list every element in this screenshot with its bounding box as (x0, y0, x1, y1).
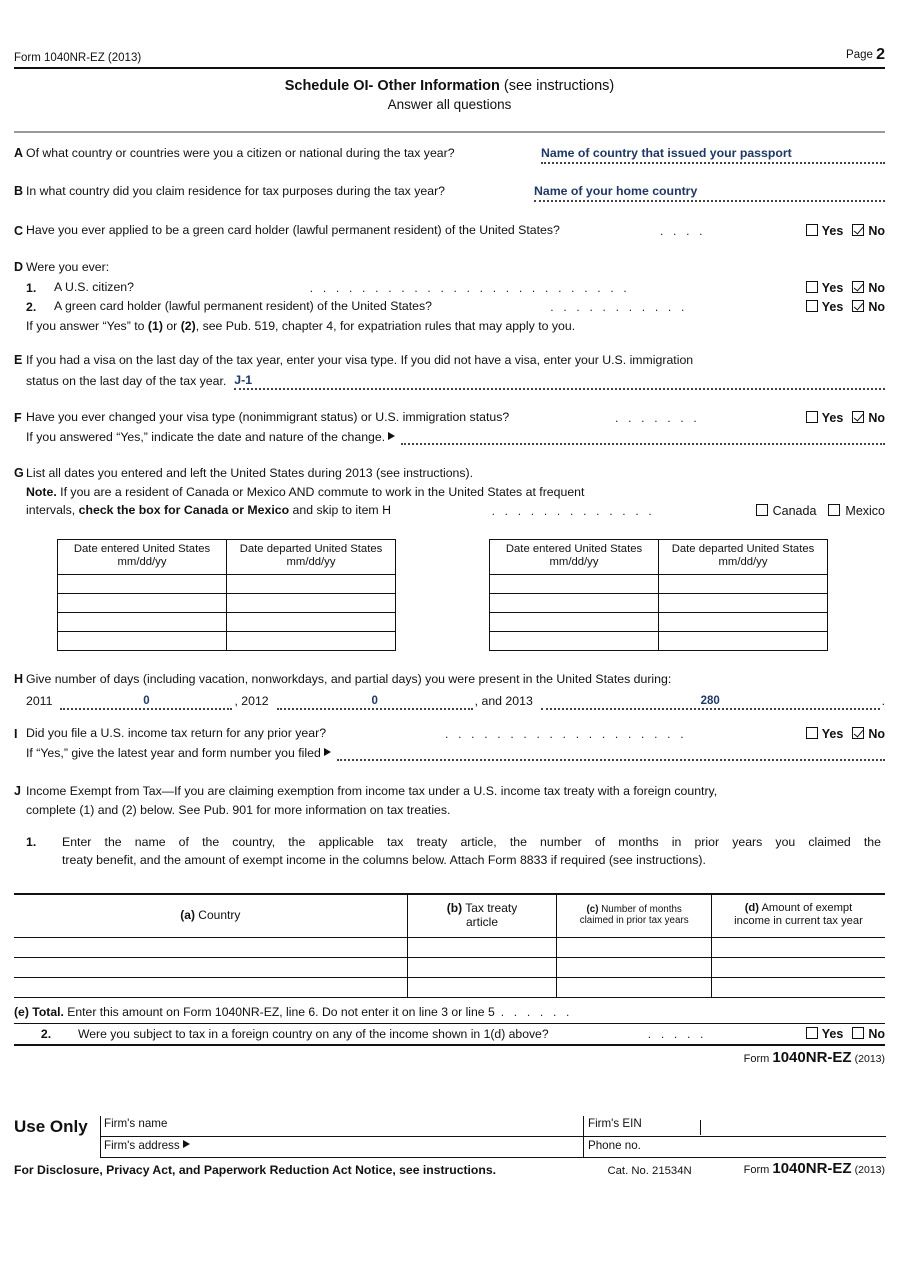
item-d-sub1-yes-checkbox[interactable] (806, 281, 818, 293)
table-row (58, 593, 396, 612)
item-d-sub1-yes-label: Yes (821, 280, 844, 295)
schedule-title (0, 78, 899, 112)
item-d-letter: D (14, 260, 24, 274)
item-c-no-label: No (868, 223, 885, 238)
arrow-right-icon (388, 432, 395, 440)
item-i-line2-text: If “Yes,” give the latest year and form number you filed (26, 745, 321, 760)
schedule-form-year: (2013) (854, 1053, 885, 1065)
treaty-amount-cell[interactable] (711, 977, 885, 997)
item-d-sub2-no-checkbox[interactable] (852, 300, 864, 312)
item-h-year3-value[interactable]: 280 (700, 694, 720, 707)
item-g-note (26, 485, 899, 501)
date-departed-cell[interactable] (659, 574, 828, 593)
treaty-col-b-line1: Tax treaty (462, 901, 518, 915)
treaty-article-cell[interactable] (407, 957, 557, 977)
date-departed-cell[interactable] (227, 612, 396, 631)
item-h-year3-label: , and 2013 (474, 694, 533, 708)
treaty-col-c-line2: claimed in prior tax years (579, 915, 689, 927)
table-row (14, 937, 885, 957)
arrow-right-icon (183, 1140, 190, 1148)
schedule-title-main: Schedule OI- Other Information (284, 78, 500, 94)
item-j-sub1-line2: treaty benefit, and the amount of exempt income in the columns below. Attach Form 8833 if required (see instructions). (62, 853, 706, 868)
dates-right-col1-header-line1: Date entered United States (505, 543, 643, 555)
date-departed-cell[interactable] (659, 631, 828, 650)
bottom-form-year: (2013) (854, 1164, 885, 1176)
date-entered-cell[interactable] (58, 612, 227, 631)
item-i-no-checkbox[interactable] (852, 727, 864, 739)
treaty-col-b-tag: (b) (446, 901, 463, 915)
item-i-leader-dots: . . . . . . . . . . . . . . . . . . . (445, 726, 687, 741)
item-f-no-checkbox[interactable] (852, 411, 864, 423)
item-h (0, 672, 899, 710)
item-f (0, 410, 899, 445)
item-b-question: In what country did you claim residence for tax purposes during the tax year? (26, 184, 446, 198)
schedule-subtitle: Answer all questions (387, 97, 512, 112)
date-departed-cell[interactable] (227, 593, 396, 612)
page-number: 2 (876, 46, 885, 63)
preparer-firm-address-label (104, 1139, 190, 1152)
dates-left-col2-header (227, 540, 396, 575)
date-entered-cell[interactable] (58, 593, 227, 612)
treaty-total-label: Enter this amount on Form 1040NR-EZ, line 6. Do not enter it on line 3 or line 5 (63, 1005, 495, 1019)
dates-table-right (489, 539, 828, 651)
treaty-col-d-header (711, 894, 885, 937)
treaty-months-cell[interactable] (557, 937, 712, 957)
item-c-answer-group (806, 224, 885, 238)
item-d-sub1-number: 1. (26, 280, 37, 295)
item-d-sub1-no-label: No (868, 280, 885, 295)
item-d-sub2-yes-label: Yes (821, 300, 844, 315)
item-g-mexico-label: Mexico (845, 504, 885, 519)
item-h-line1: Give number of days (including vacation, nonworkdays, and partial days) you were present in the United States during: (26, 672, 672, 686)
dates-table-right-header-row (490, 540, 828, 575)
date-entered-cell[interactable] (58, 574, 227, 593)
treaty-country-cell[interactable] (14, 977, 407, 997)
item-e-answer-field[interactable]: J-1 (234, 373, 885, 390)
item-c-question: Have you ever applied to be a green card holder (lawful permanent resident) of the United States? (26, 223, 560, 237)
item-i-no-label: No (868, 726, 885, 741)
item-a-letter: A (14, 146, 24, 160)
treaty-total-leader-dots: . . . . . . (500, 1005, 573, 1019)
dates-right-col1-header (490, 540, 659, 575)
item-f-letter: F (14, 410, 22, 425)
item-f-question: Have you ever changed your visa type (nonimmigrant status) or U.S. immigration status? (26, 410, 510, 424)
treaty-col-c-tag: (c) (586, 903, 599, 915)
item-j (0, 784, 899, 869)
item-j-sub2-no-label: No (868, 1027, 885, 1041)
item-f-leader-dots: . . . . . . . (615, 410, 700, 425)
item-g (0, 466, 899, 519)
item-j-sub2-text: Were you subject to tax in a foreign country on any of the income shown in 1(d) above? (78, 1027, 549, 1041)
item-j-line2: complete (1) and (2) below. See Pub. 901 for more information on tax treaties. (26, 802, 451, 817)
item-a (0, 146, 899, 164)
item-c-letter: C (14, 223, 24, 238)
dates-right-col1-header-line2: mm/dd/yy (549, 556, 599, 569)
item-d-lead: Were you ever: (26, 260, 110, 274)
item-d-sub2-leader-dots: . . . . . . . . . . . (550, 300, 688, 315)
bottom-notice-row (14, 1160, 885, 1177)
schedule-title-note: (see instructions) (503, 78, 615, 94)
dates-left-col1-header-line1: Date entered United States (73, 543, 211, 555)
item-d-note (26, 319, 899, 335)
item-g-line3-bold: check the box for Canada or Mexico (78, 503, 290, 518)
date-entered-cell[interactable] (58, 631, 227, 650)
date-departed-cell[interactable] (659, 612, 828, 631)
item-j-sub2-leader-dots: . . . . . (647, 1027, 707, 1041)
item-g-note-bold: Note. (26, 484, 57, 499)
page-header (14, 46, 885, 69)
item-f-no-label: No (868, 410, 885, 425)
item-c-yes-checkbox[interactable] (806, 224, 818, 236)
item-c (0, 223, 899, 239)
date-departed-cell[interactable] (227, 574, 396, 593)
item-i-letter: I (14, 726, 18, 741)
treaty-amount-cell[interactable] (711, 937, 885, 957)
preparer-use-only-label: Use Only (14, 1117, 88, 1136)
item-g-line3-a: intervals, (26, 503, 79, 518)
item-f-yes-label: Yes (821, 410, 844, 425)
item-f-answer-group (806, 411, 885, 425)
date-entered-cell[interactable] (490, 574, 659, 593)
treaty-months-cell[interactable] (557, 957, 712, 977)
item-i-answer-field[interactable] (337, 746, 885, 761)
item-h-end-punct: . (881, 694, 885, 708)
item-j-sub2-yes-label: Yes (821, 1027, 844, 1041)
treaty-col-a-header (14, 894, 407, 937)
item-d-sub1-leader-dots: . . . . . . . . . . . . . . . . . . . . . . . . . (309, 280, 630, 295)
treaty-months-cell[interactable] (557, 977, 712, 997)
date-entered-cell[interactable] (490, 612, 659, 631)
treaty-col-a-tag: (a) (180, 908, 195, 923)
item-g-line1: List all dates you entered and left the United States during 2013 (see instructions). (26, 466, 474, 480)
treaty-table (14, 893, 885, 998)
treaty-total-text (14, 1005, 495, 1019)
table-row (58, 631, 396, 650)
item-a-question: Of what country or countries were you a citizen or national during the tax year? (26, 146, 455, 160)
item-a-answer-field[interactable]: Name of country that issued your passport (541, 146, 885, 164)
page-indicator: Page 2 (846, 46, 885, 63)
item-i-line2 (26, 746, 331, 762)
schedule-form-word: Form (743, 1053, 770, 1065)
schedule-bottom-rule (14, 1044, 885, 1046)
treaty-col-d-line1: Amount of exempt (758, 901, 853, 914)
treaty-col-a-text: Country (194, 908, 241, 923)
item-h-year1-label: 2011 (26, 694, 53, 708)
item-c-no-checkbox[interactable] (852, 224, 864, 236)
item-d-note-e: , see Pub. 519, chapter 4, for expatriation rules that may apply to you. (195, 319, 576, 334)
item-j-sub2-number: 2. (40, 1027, 52, 1041)
form-identifier: Form 1040NR-EZ (2013) (14, 52, 142, 64)
item-d-sub1-text: A U.S. citizen? (54, 279, 134, 294)
item-g-mexico-checkbox[interactable] (828, 504, 840, 516)
item-j-sub2-answer-group (806, 1027, 885, 1041)
treaty-article-cell[interactable] (407, 977, 557, 997)
item-d-sub2-no-label: No (868, 300, 885, 315)
item-b (0, 184, 899, 202)
table-row (58, 612, 396, 631)
item-d-sub2-text: A green card holder (lawful permanent resident) of the United States? (54, 299, 433, 314)
table-row (490, 574, 828, 593)
item-i-answer-group (806, 727, 885, 741)
item-e-line2: status on the last day of the tax year. (26, 374, 227, 388)
item-g-note-rest: If you are a resident of Canada or Mexico AND commute to work in the United States at frequent (56, 484, 585, 499)
item-j-line1: Income Exempt from Tax—If you are claiming exemption from income tax under a U.S. income tax treaty with a foreign country, (26, 784, 718, 798)
item-h-year2-value[interactable]: 0 (371, 694, 378, 707)
item-e (0, 353, 899, 390)
treaty-col-b-line2: article (465, 915, 498, 930)
item-i-question: Did you file a U.S. income tax return for any prior year? (26, 726, 327, 740)
table-row (490, 631, 828, 650)
date-departed-cell[interactable] (659, 593, 828, 612)
item-g-commuter-group (756, 504, 885, 518)
dates-right-col2-header (659, 540, 828, 575)
treaty-table-header-row (14, 894, 885, 937)
bottom-form-id: 1040NR-EZ (772, 1160, 852, 1177)
dates-right-col2-header-line2: mm/dd/yy (718, 556, 768, 569)
item-e-letter: E (14, 353, 23, 367)
schedule-form-id: 1040NR-EZ (772, 1049, 852, 1066)
item-i-yes-label: Yes (821, 726, 844, 741)
title-separator-rule (14, 131, 885, 133)
bottom-form-word: Form (743, 1164, 770, 1176)
item-d-note-d: (2) (180, 319, 196, 334)
treaty-col-b-header (407, 894, 557, 937)
item-d-sub2-number: 2. (26, 300, 37, 315)
dates-left-col2-header-line1: Date departed United States (239, 543, 383, 555)
item-i (0, 726, 899, 761)
item-f-line2 (26, 430, 395, 446)
item-h-year1-value[interactable]: 0 (143, 694, 150, 707)
treaty-col-d-tag: (d) (744, 901, 759, 914)
date-departed-cell[interactable] (227, 631, 396, 650)
item-f-yes-checkbox[interactable] (806, 411, 818, 423)
item-g-canada-label: Canada (772, 504, 817, 519)
treaty-total-row (14, 1005, 885, 1066)
header-rule (14, 67, 885, 69)
item-j-sub1-number: 1. (26, 835, 37, 850)
preparer-firm-ein-label: Firm's EIN (588, 1117, 642, 1130)
item-j-sub1-line1: Enter the name of the country, the applicable tax treaty article, the number of months in prior years you claimed the (62, 835, 881, 850)
catalog-number: Cat. No. 21534N (607, 1165, 692, 1177)
item-d-sub1-no-checkbox[interactable] (852, 281, 864, 293)
dates-table-left (57, 539, 396, 651)
item-h-letter: H (14, 672, 24, 686)
dates-left-col1-header (58, 540, 227, 575)
item-g-letter: G (14, 466, 24, 480)
treaty-col-c-header (557, 894, 712, 937)
dates-right-col2-header-line1: Date departed United States (671, 543, 815, 555)
item-i-yes-checkbox[interactable] (806, 727, 818, 739)
table-row (14, 977, 885, 997)
table-row (58, 574, 396, 593)
item-d (0, 260, 899, 335)
item-d-note-b: (1) (147, 319, 163, 334)
treaty-col-d-line2: income in current tax year (734, 915, 863, 928)
item-g-line3 (26, 503, 391, 519)
table-row (14, 957, 885, 977)
item-c-yes-label: Yes (821, 223, 844, 238)
item-b-answer-field[interactable]: Name of your home country (534, 184, 885, 202)
item-f-line2-text: If you answered “Yes,” indicate the date and nature of the change. (26, 429, 386, 444)
treaty-col-c-line1: Number of months (598, 903, 682, 915)
item-g-canada-checkbox[interactable] (756, 504, 768, 516)
item-c-leader-dots: . . . . (659, 223, 706, 238)
item-d-sub2-yes-checkbox[interactable] (806, 300, 818, 312)
bottom-form-number (744, 1160, 885, 1177)
dates-left-col2-header-line2: mm/dd/yy (286, 556, 336, 569)
schedule-form-number (14, 1049, 885, 1066)
table-row (490, 612, 828, 631)
table-row (490, 593, 828, 612)
preparer-firm-address-text: Firm's address (104, 1139, 180, 1152)
dates-table-left-header-row (58, 540, 396, 575)
preparer-firm-name-label: Firm's name (104, 1117, 168, 1130)
item-b-letter: B (14, 184, 24, 198)
date-entered-cell[interactable] (490, 631, 659, 650)
item-d-note-a: If you answer “Yes” to (26, 319, 148, 334)
item-d-note-c: or (162, 319, 181, 334)
item-h-year2-label: , 2012 (234, 694, 269, 708)
item-g-line3-b: and skip to item H (289, 503, 391, 518)
disclosure-notice-text: For Disclosure, Privacy Act, and Paperwork Reduction Act Notice, see instructions. (14, 1163, 496, 1177)
item-e-line1: If you had a visa on the last day of the tax year, enter your visa type. If you did not have a visa, enter your U.S. immigration (26, 353, 694, 367)
arrow-right-icon (324, 748, 331, 756)
item-j-sub2-no-checkbox[interactable] (852, 1027, 864, 1039)
item-f-answer-field[interactable] (401, 430, 885, 445)
treaty-country-cell[interactable] (14, 957, 407, 977)
item-j-letter: J (14, 784, 21, 798)
dates-left-col1-header-line2: mm/dd/yy (117, 556, 167, 569)
date-entered-cell[interactable] (490, 593, 659, 612)
item-g-leader-dots: . . . . . . . . . . . . . (491, 504, 655, 519)
treaty-country-cell[interactable] (14, 937, 407, 957)
treaty-article-cell[interactable] (407, 937, 557, 957)
preparer-phone-label: Phone no. (588, 1139, 641, 1152)
item-j-sub2-yes-checkbox[interactable] (806, 1027, 818, 1039)
treaty-total-tag: (e) Total. (14, 1005, 64, 1019)
item-d-sub2-answer-group (806, 300, 885, 314)
item-d-sub1-answer-group (806, 281, 885, 295)
treaty-amount-cell[interactable] (711, 957, 885, 977)
